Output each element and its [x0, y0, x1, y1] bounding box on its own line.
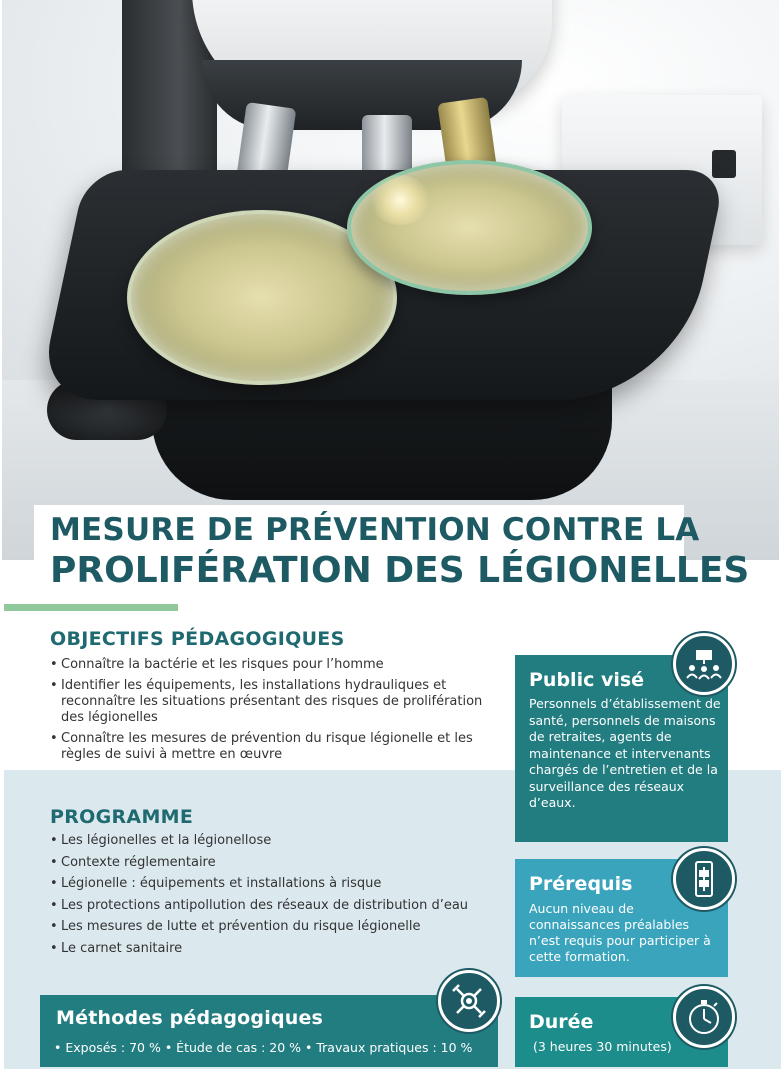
list-item: • Les protections antipollution des réseaux de distribution d’eau [50, 898, 480, 914]
list-item: • Le carnet sanitaire [50, 941, 480, 957]
audience-icon [673, 633, 735, 695]
list-item: • Identifier les équipements, les installations hydrauliques et reconnaître les situations présentant des risques de prolifération des légionelles [50, 678, 502, 726]
tools-icon [438, 970, 500, 1032]
duree-heading: Durée [529, 1011, 594, 1033]
list-item: • Les mesures de lutte et prévention du risque légionelle [50, 919, 480, 935]
page-title-line2: PROLIFÉRATION DES LÉGIONELLES [50, 550, 750, 591]
page-title-line1: MESURE DE PRÉVENTION CONTRE LA [50, 512, 700, 548]
device-switch [712, 150, 736, 178]
programme-heading: PROGRAMME [50, 806, 194, 828]
list-item: • Connaître la bactérie et les risques pour l’homme [50, 657, 502, 673]
public-heading: Public visé [529, 669, 645, 691]
objectifs-heading: OBJECTIFS PÉDAGOGIQUES [50, 628, 345, 650]
list-item: • Légionelle : équipements et installations à risque [50, 876, 480, 892]
prerequis-heading: Prérequis [529, 873, 633, 895]
accent-rule [4, 604, 178, 611]
list-item: • Contexte réglementaire [50, 855, 480, 871]
hero-microscope-image [2, 0, 779, 560]
duree-text: (3 heures 30 minutes) [533, 1039, 672, 1054]
public-text: Personnels d’établissement de santé, personnels de maisons de retraites, agents de maintenance et intervenants chargés de l’entretien et de la surveillance des réseaux d’eaux. [529, 696, 721, 810]
methodes-text: • Exposés : 70 % • Étude de cas : 20 % • Travaux pratiques : 10 % [54, 1040, 473, 1055]
methodes-box [40, 995, 498, 1067]
sliders-icon [673, 848, 735, 910]
list-item: • Les légionelles et la légionellose [50, 833, 480, 849]
objectifs-list [50, 657, 502, 768]
prerequis-text: Aucun niveau de connaissances préalables n’est requis pour participer à cette formation. [529, 901, 711, 964]
methodes-heading: Méthodes pédagogiques [56, 1007, 324, 1029]
stopwatch-icon [673, 986, 735, 1048]
list-item: • Connaître les mesures de prévention du risque légionelle et les règles de suivi à mettre en œuvre [50, 731, 502, 763]
programme-list [50, 833, 480, 962]
microscope-light [370, 175, 430, 225]
